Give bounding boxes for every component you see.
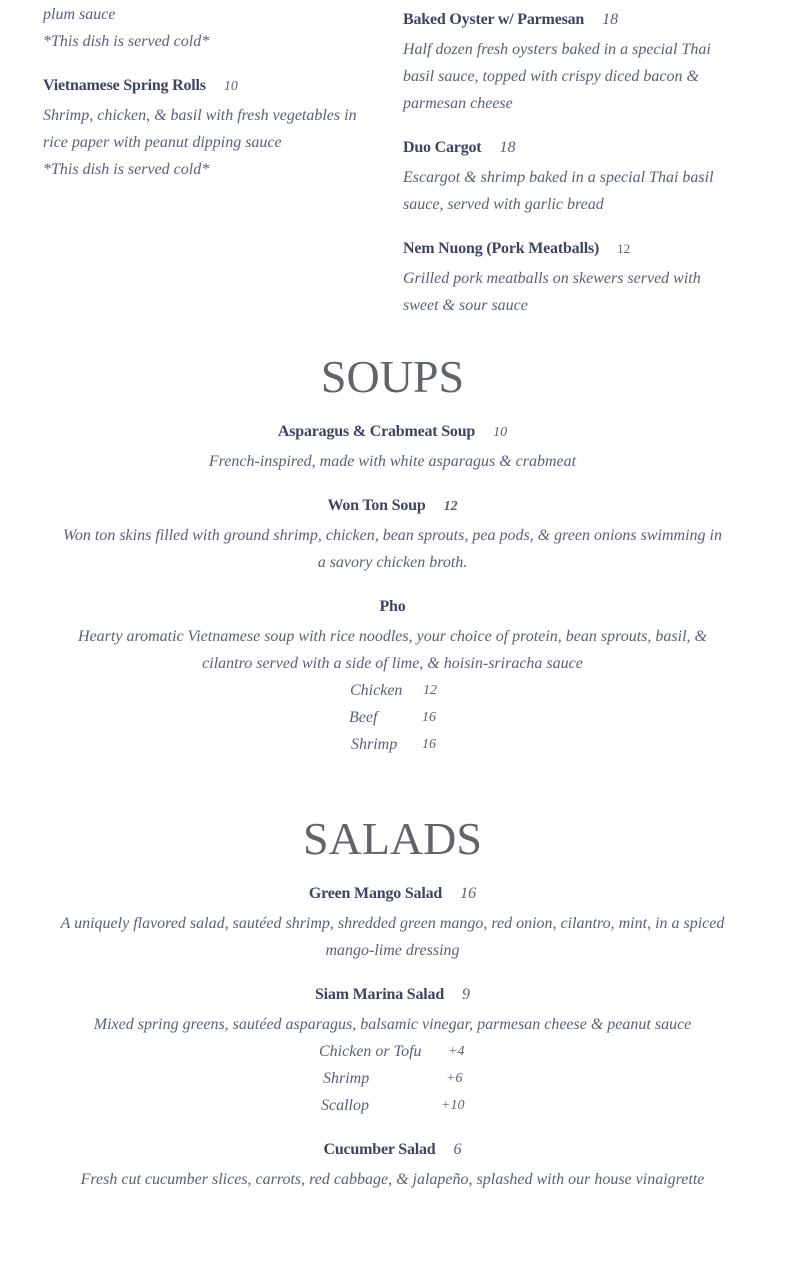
menu-item-green-mango-salad [0,885,785,903]
option-price: +6 [446,1071,463,1086]
item-price: 10 [493,425,508,440]
item-description-line: Mixed spring greens, sautéed asparagus, balsamic vinegar, parmesan cheese & peanut sauce [93,1016,692,1033]
option-price: +10 [441,1098,465,1113]
item-price: 6 [453,1141,462,1158]
section-title-salads: SALADS [303,813,482,864]
menu-item-siam-marina-salad [0,986,785,1004]
option-label: Chicken or Tofu [319,1043,422,1060]
option-price: +4 [448,1044,465,1059]
item-price: 10 [223,79,238,94]
item-description-line: parmesan cheese [403,95,513,112]
option-label: Chicken [350,682,403,699]
option-label: Shrimp [351,736,398,753]
item-price: 12 [617,241,631,256]
item-name: Duo Cargot [403,139,482,156]
item-description-line: mango-lime dressing [325,942,460,959]
item-name: Baked Oyster w/ Parmesan [403,11,585,28]
menu-item-cucumber-salad [0,1141,785,1159]
item-description-line: *This dish is served cold* [43,161,210,178]
item-name: Pho [379,598,406,615]
option-label: Scallop [321,1097,369,1114]
menu-item-pho [0,598,785,616]
item-description-line: sweet & sour sauce [403,297,528,314]
item-description-line: sauce, served with garlic bread [403,196,604,213]
option-price: 16 [422,710,436,725]
menu-item-baked-oyster [403,11,618,29]
item-name: Cucumber Salad [323,1141,436,1158]
item-name: Green Mango Salad [308,885,443,902]
item-price: 16 [460,885,477,902]
item-price: 18 [499,139,516,156]
item-name: Vietnamese Spring Rolls [43,77,206,94]
item-description-line: a savory chicken broth. [317,554,468,571]
item-name: Asparagus & Crabmeat Soup [277,423,476,440]
appetizer-fragment-line-1: plum sauce [43,6,116,23]
item-name: Won Ton Soup [327,497,426,514]
item-description-line: Shrimp, chicken, & basil with fresh vegetables in [43,107,357,124]
option-label: Beef [349,709,378,726]
item-description-line: Won ton skins filled with ground shrimp, chicken, bean sprouts, pea pods, & green onions swimming in [63,527,722,544]
item-price: 9 [462,986,471,1003]
item-description-line: rice paper with peanut dipping sauce [43,134,282,151]
menu-item-duo-cargot [403,139,515,157]
item-price: 12 [443,499,458,514]
item-description-line: Half dozen fresh oysters baked in a special Thai [403,41,711,58]
item-description-line: Escargot & shrimp baked in a special Thai basil [403,169,714,186]
item-price: 18 [602,11,619,28]
appetizer-fragment-line-2: *This dish is served cold* [43,33,210,50]
menu-item-won-ton-soup [0,497,785,515]
item-name: Nem Nuong (Pork Meatballs) [403,240,600,257]
item-description-line: French-inspired, made with white asparagus & crabmeat [208,453,577,470]
item-description-line: A uniquely flavored salad, sautéed shrimp, shredded green mango, red onion, cilantro, mint, in a spiced [60,915,725,932]
item-description-line: Fresh cut cucumber slices, carrots, red cabbage, & jalapeño, splashed with our house vinaigrette [80,1171,705,1188]
section-title-soups: SOUPS [320,351,465,402]
option-price: 16 [422,737,436,752]
item-description-line: basil sauce, topped with crispy diced bacon & [403,68,699,85]
item-description-line: Grilled pork meatballs on skewers served with [403,270,701,287]
menu-item-asparagus-soup [0,423,785,441]
menu-item-nem-nuong [403,240,630,258]
item-description-line: Hearty aromatic Vietnamese soup with rice noodles, your choice of protein, bean sprouts, basil, & [78,628,707,645]
menu-item-spring-rolls [43,77,238,95]
option-label: Shrimp [323,1070,370,1087]
item-name: Siam Marina Salad [314,986,445,1003]
item-description-line: cilantro served with a side of lime, & hoisin-sriracha sauce [202,655,583,672]
option-price: 12 [423,683,437,698]
